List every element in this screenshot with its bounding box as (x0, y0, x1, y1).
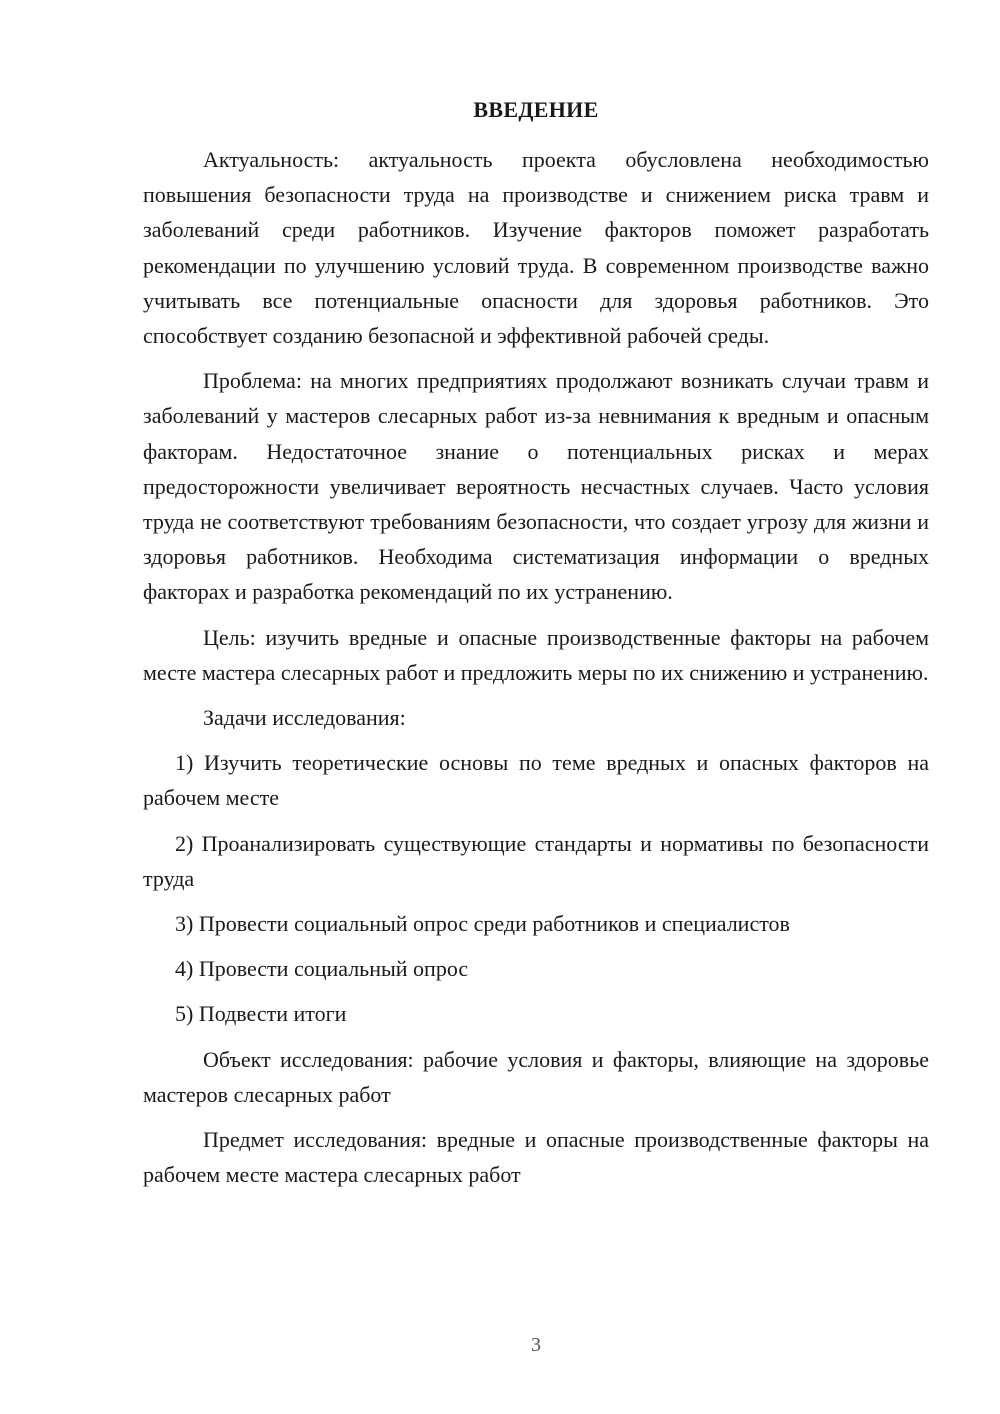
paragraph-goal: Цель: изучить вредные и опасные производственные факторы на рабочем месте мастера слесарных работ и предложить меры по их снижению и устранению. (143, 624, 929, 685)
task-item-1: 1) Изучить теоретические основы по теме вредных и опасных факторов на рабочем месте (143, 750, 929, 811)
document-body (143, 142, 929, 1202)
paragraph-relevance: Актуальность: актуальность проекта обусловлена необходимостью повышения безопасности труда на производстве и снижением риска травм и заболеваний среди работников. Изучение факторов поможет разработать рекомендации по улучшению условий труда. В современном производстве важно учитывать все потенциальные опасности для здоровья работников. Это способствует созданию безопасной и эффективной рабочей среды. (143, 147, 929, 349)
page-number: 3 (531, 1334, 541, 1356)
paragraph-problem: Проблема: на многих предприятиях продолжают возникать случаи травм и заболеваний у мастеров слесарных работ из-за невнимания к вредным и опасным факторам. Недостаточное знание о потенциальных рисках и мерах предосторожности увеличивает вероятность несчастных случаев. Часто условия труда не соответствуют требованиям безопасности, что создает угрозу для жизни и здоровья работников. Необходима систематизация информации о вредных факторах и разработка рекомендаций по их устранению. (143, 368, 929, 605)
task-item-2: 2) Проанализировать существующие стандарты и нормативы по безопасности труда (143, 830, 929, 891)
paragraph-subject: Предмет исследования: вредные и опасные производственные факторы на рабочем месте мастера слесарных работ (143, 1127, 929, 1188)
task-item-3: 3) Провести социальный опрос среди работников и специалистов (175, 911, 790, 937)
task-item-5: 5) Подвести итоги (175, 1001, 347, 1027)
task-item-4: 4) Провести социальный опрос (175, 956, 469, 982)
page-title: ВВЕДЕНИЕ (473, 97, 599, 122)
paragraph-object: Объект исследования: рабочие условия и факторы, влияющие на здоровье мастеров слесарных работ (143, 1046, 929, 1107)
tasks-heading: Задачи исследования: (203, 705, 406, 731)
